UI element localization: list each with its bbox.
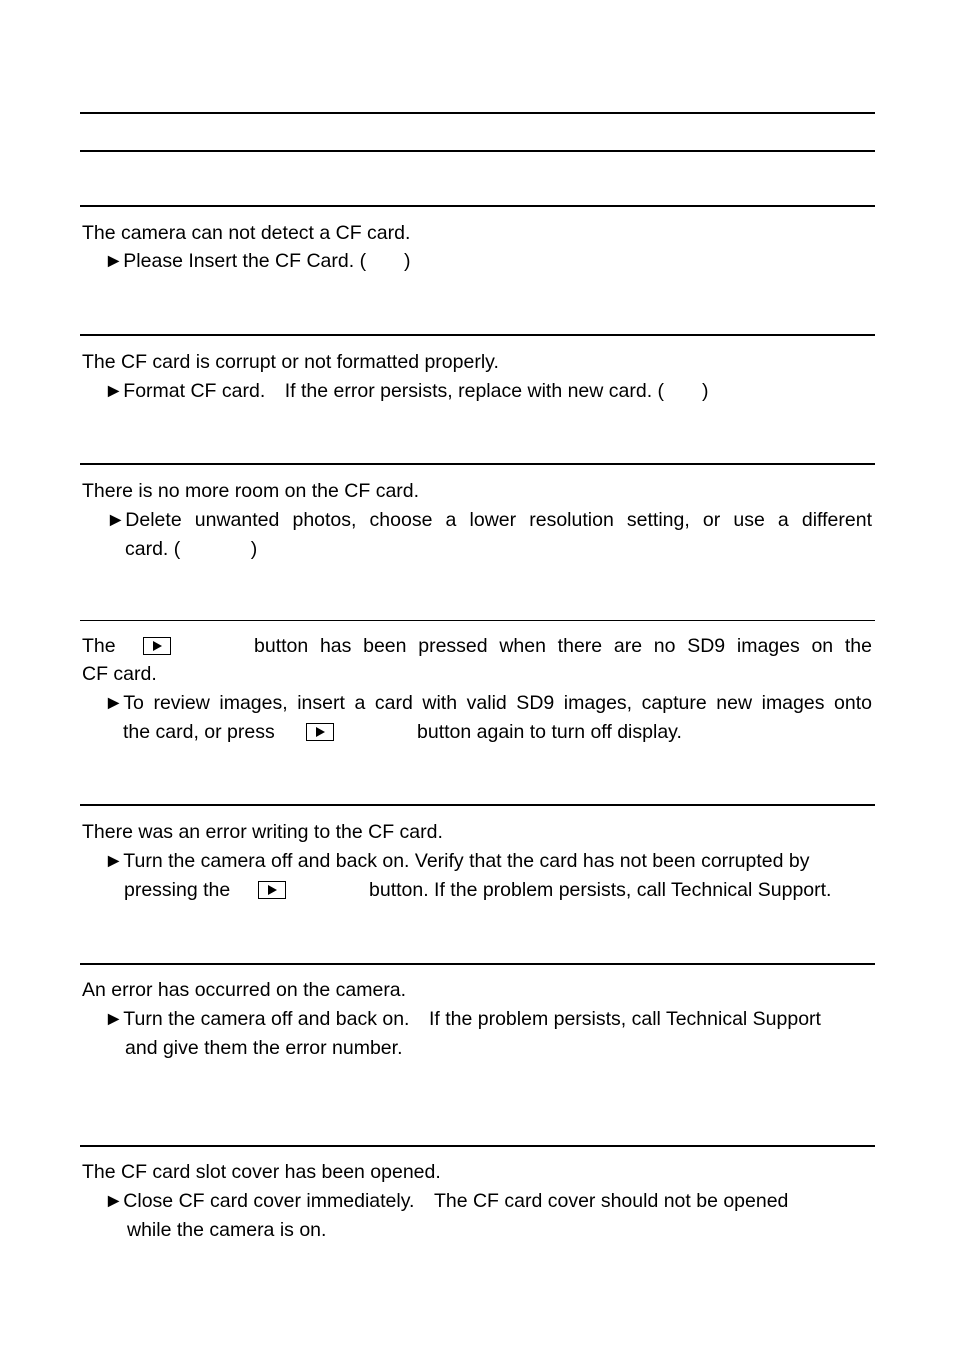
error-4-description-line2: CF card.: [82, 663, 157, 685]
error-2-solution: ►Format CF card. If the error persists, replace with new card. ( ): [104, 380, 709, 402]
error-6-solution-line1: ►Turn the camera off and back on. If the problem persists, call Technical Support: [104, 1008, 821, 1030]
play-triangle-icon: [315, 727, 325, 737]
error-2-rule: [80, 334, 875, 336]
playback-button-icon: [258, 881, 286, 899]
error-5-rule: [80, 804, 875, 806]
error-6-rule: [80, 963, 875, 965]
error-5-description: There was an error writing to the CF card.: [82, 821, 443, 843]
error-7-description: The CF card slot cover has been opened.: [82, 1161, 441, 1183]
error-5-solution-line2-before: pressing the: [124, 879, 231, 901]
error-4-rule: [80, 620, 875, 621]
error-7-solution-line2: while the camera is on.: [127, 1219, 327, 1241]
error-6-solution-line2: and give them the error number.: [125, 1037, 403, 1059]
error-1-description: The camera can not detect a CF card.: [82, 222, 411, 244]
error-3-solution-line2: card. ( ): [125, 538, 258, 560]
error-5-solution-line1: ►Turn the camera off and back on. Verify that the card has not been corrupted by: [104, 850, 810, 872]
error-4-solution-line2-after: button again to turn off display.: [417, 721, 682, 743]
error-7-rule: [80, 1145, 875, 1147]
error-1-rule: [80, 205, 875, 207]
error-6-description: An error has occurred on the camera.: [82, 979, 407, 1001]
playback-button-icon: [143, 637, 171, 655]
playback-button-icon: [306, 723, 334, 741]
error-4-description-after: button has been pressed when there are no SD9 images on the: [254, 635, 872, 657]
header-rule-middle: [80, 150, 875, 152]
header-rule-top: [80, 112, 875, 114]
error-4-solution-line1: ►To review images, insert a card with valid SD9 images, capture new images onto: [104, 692, 872, 714]
error-4-description-before: The: [82, 635, 116, 657]
error-3-solution-line1: ►Delete unwanted photos, choose a lower resolution setting, or use a different: [106, 509, 872, 531]
error-5-solution-line2-after: button. If the problem persists, call Technical Support.: [369, 879, 832, 901]
play-triangle-icon: [152, 641, 162, 651]
error-3-description: There is no more room on the CF card.: [82, 480, 420, 502]
error-4-solution-line2-before: the card, or press: [123, 721, 275, 743]
play-triangle-icon: [267, 885, 277, 895]
error-2-description: The CF card is corrupt or not formatted properly.: [82, 351, 499, 373]
error-3-rule: [80, 463, 875, 465]
error-7-solution-line1: ►Close CF card cover immediately. The CF card cover should not be opened: [104, 1190, 789, 1212]
error-1-solution: ►Please Insert the CF Card. ( ): [104, 250, 411, 272]
